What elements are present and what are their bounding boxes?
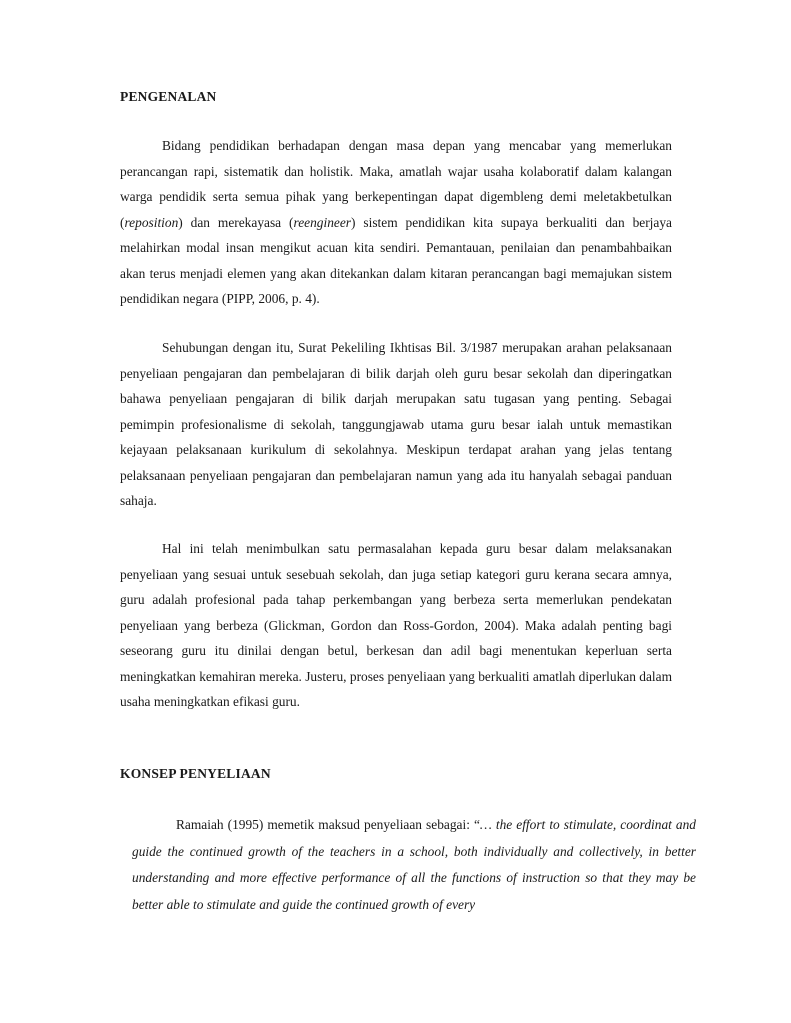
paragraph-1-part-3: ) dan merekayasa ( <box>178 214 294 230</box>
paragraph-1-part-5: ) sistem pendidikan kita supaya berkualiti dan berjaya melahirkan modal insan mengikut acuan kita sendiri. Pemantauan, penilaian dan penambahbaikan akan terus menjadi elemen yang akan ditekankan dalam kitaran perancangan bagi memajukan sistem pendidikan negara (PIPP, 2006, p. 4). <box>120 214 672 306</box>
quote-paragraph <box>132 812 696 918</box>
section-heading-pengenalan: PENGENALAN <box>120 89 217 104</box>
term-reposition: reposition <box>124 214 179 230</box>
paragraph-1-part-1: Bidang pendidikan berhadapan dengan masa depan yang mencabar yang memerlukan perancangan rapi, sistematik dan holistik. Maka, amatlah wajar usaha kolaboratif dalam kalangan warga pendidik serta semua pihak yang berkepentingan dapat digembleng demi meletakbetulkan ( <box>120 138 672 230</box>
section-heading-konsep-penyeliaan: KONSEP PENYELIAAN <box>120 766 271 781</box>
paragraph-3: Hal ini telah menimbulkan satu permasalahan kepada guru besar dalam melaksanakan penyeliaan yang sesuai untuk sesebuah sekolah, dan juga setiap kategori guru kerana secara amnya, guru adalah profesional pada tahap perkembangan yang berbeza serta memerlukan pendekatan penyeliaan yang berbeza (Glickman, Gordon dan Ross-Gordon, 2004). Maka adalah penting bagi seseorang guru itu dinilai dengan betul, berkesan dan adil bagi menentukan keperluan serta meningkatkan kemahiran mereka. Justeru, proses penyeliaan yang berkualiti amatlah diperlukan dalam usaha meningkatkan efikasi guru. <box>120 541 672 709</box>
paragraph-2: Sehubungan dengan itu, Surat Pekeliling Ikhtisas Bil. 3/1987 merupakan arahan pelaksanaan penyeliaan pengajaran dan pembelajaran di bilik darjah oleh guru besar sekolah dan diperingatkan bahawa penyeliaan pengajaran di bilik darjah merupakan satu tugasan yang penting. Sebagai pemimpin profesionalisme di sekolah, tanggungjawab utama guru besar ialah untuk memastikan kejayaan pelaksanaan kurikulum di sekolahnya. Meskipun terdapat arahan yang jelas tentang pelaksanaan penyeliaan pengajaran dan pembelajaran namun yang ada itu hanyalah sebagai panduan sahaja. <box>120 340 672 508</box>
quote-lead: Ramaiah (1995) memetik maksud penyeliaan sebagai: “ <box>176 817 480 832</box>
paragraph-1 <box>120 133 672 312</box>
quote-text: … the effort to stimulate, coordinat and guide the continued growth of the teachers in a school, both individually and collectively, in better understanding and more effective performance of all the functions of instruction so that they may be better able to stimulate and guide the continued growth of every <box>132 817 696 912</box>
term-reengineer: reengineer <box>293 214 352 230</box>
